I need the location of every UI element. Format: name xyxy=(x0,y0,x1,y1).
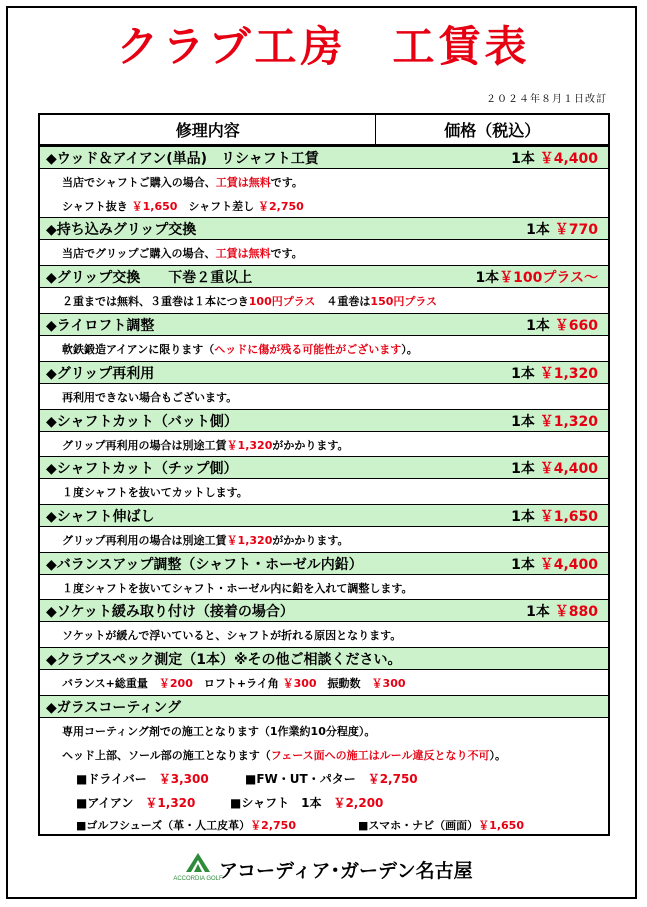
accordia-logo xyxy=(173,852,223,890)
list-item: ■ドライバー ￥3,300 xyxy=(76,772,209,786)
item-note: 軟鉄鍛造アイアンに限ります（ ヘッドに傷が残る可能性がございます ）。 xyxy=(62,342,418,356)
item-name: ◆ガラスコーティング xyxy=(46,699,181,716)
item-note: グリップ再利用の場合は別途工賃 ￥1,320 がかかります。 xyxy=(62,438,349,452)
item-note: バランス+総重量 ￥200 ロフト+ライ角 ￥300 振動数 ￥300 xyxy=(62,676,406,690)
item-price: 1本 ￥770 xyxy=(526,221,598,238)
item-name: ◆グリップ再利用 xyxy=(46,365,155,382)
revision-date: ２０２４年８月１日改訂 xyxy=(486,94,607,105)
item-note: シャフト抜き ￥1,650 シャフト差し ￥2,750 xyxy=(62,199,304,213)
item-price: 1本 ￥1,320 xyxy=(511,413,598,430)
item-note: 再利用できない場合もございます。 xyxy=(62,390,238,404)
table-row xyxy=(40,599,608,622)
table-row xyxy=(40,217,608,240)
table-row xyxy=(40,552,608,575)
item-note: 当店でグリップご購入の場合、 工賃は無料 です。 xyxy=(62,246,303,260)
item-note: 専用コーティング剤での施工となります（1作業約10分程度）。 xyxy=(62,724,376,738)
item-name: ◆シャフトカット（チップ側） xyxy=(46,460,238,477)
list-item: ■アイアン ￥1,320 xyxy=(76,796,196,810)
price-table xyxy=(38,113,610,836)
table-row xyxy=(40,647,608,670)
item-name: ◆クラブスペック測定（1本）※その他ご相談ください。 xyxy=(46,651,402,668)
column-header-price: 価格（税込） xyxy=(444,121,541,140)
table-row xyxy=(40,456,608,479)
table-row xyxy=(40,313,608,336)
item-note: ソケットが緩んで浮いていると、シャフトが折れる原因となります。 xyxy=(62,628,402,642)
item-price: 1本 ￥4,400 xyxy=(511,460,598,477)
item-price: 1本￥100プラス～ xyxy=(475,269,598,286)
coating-price-row xyxy=(40,767,608,790)
store-name: アコーディア･ガーデン名古屋 xyxy=(219,860,473,882)
coating-price-row xyxy=(40,813,608,836)
page-title: クラブ工房 工賃表 xyxy=(116,22,531,71)
coating-price-row xyxy=(40,791,608,814)
item-price: 1本 ￥1,320 xyxy=(511,365,598,382)
item-note: ２重までは無料、３重巻は１本につき 100円プラス ４重巻は 150円プラス xyxy=(62,294,438,308)
table-row xyxy=(40,695,608,718)
list-item: ■スマホ・ナビ（画面）￥1,650 xyxy=(358,818,524,832)
item-price: 1本 ￥880 xyxy=(526,603,598,620)
item-price: 1本 ￥660 xyxy=(526,317,598,334)
table-row xyxy=(40,361,608,384)
item-name: ◆ソケット緩み取り付け（接着の場合） xyxy=(46,603,294,620)
svg-text:ACCORDIA GOLF: ACCORDIA GOLF xyxy=(173,876,223,882)
item-price: 1本 ￥1,650 xyxy=(511,508,598,525)
item-name: ◆グリップ交換 下巻２重以上 xyxy=(46,269,253,286)
item-price: 1本 ￥4,400 xyxy=(511,150,598,167)
item-name: ◆シャフト伸ばし xyxy=(46,508,155,525)
item-name: ◆ライロフト調整 xyxy=(46,317,155,334)
item-note: グリップ再利用の場合は別途工賃 ￥1,320 がかかります。 xyxy=(62,533,349,547)
table-row xyxy=(40,504,608,527)
item-price: 1本 ￥4,400 xyxy=(511,556,598,573)
item-name: ◆ウッド＆アイアン(単品) リシャフト工賃 xyxy=(46,150,319,167)
item-name: ◆シャフトカット（バット側） xyxy=(46,413,238,430)
item-name: ◆持ち込みグリップ交換 xyxy=(46,221,197,238)
table-row xyxy=(40,409,608,432)
item-note: １度シャフトを抜いてシャフト・ホーゼル内に鉛を入れて調整します。 xyxy=(62,581,413,595)
list-item: ■シャフト 1本 ￥2,200 xyxy=(230,796,384,810)
column-header-content: 修理内容 xyxy=(40,115,376,144)
table-header xyxy=(40,115,608,146)
item-note: ヘッド上部、ソール部の施工となります（ フェース面への施工はルール違反となり不可 ）。 xyxy=(62,748,506,762)
list-item: ■ゴルフシューズ（革・人工皮革）￥2,750 xyxy=(76,818,296,832)
item-note: １度シャフトを抜いてカットします。 xyxy=(62,485,248,499)
table-row xyxy=(40,146,608,169)
list-item: ■FW・UT・パター ￥2,750 xyxy=(245,772,418,786)
item-name: ◆バランスアップ調整（シャフト・ホーゼル内鉛） xyxy=(46,556,363,573)
item-note: 当店でシャフトご購入の場合、 工賃は無料 です。 xyxy=(62,175,303,189)
table-row xyxy=(40,265,608,288)
